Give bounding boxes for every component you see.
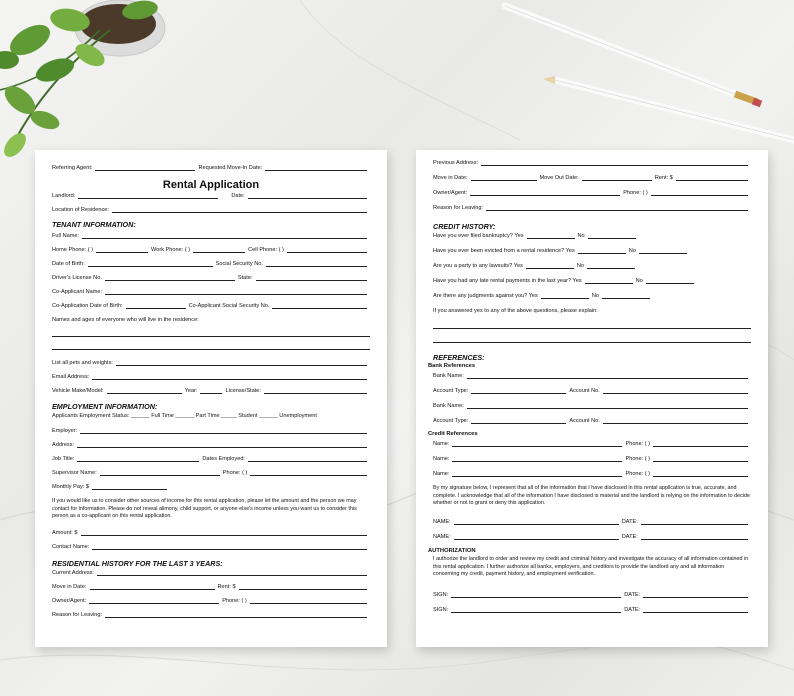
cell-phone-field[interactable] xyxy=(287,251,367,253)
owner-phone-field[interactable] xyxy=(250,602,367,604)
landlord-field[interactable] xyxy=(78,197,218,199)
q5-yes-field[interactable] xyxy=(541,297,589,299)
dob-row: Date of Birth: Social Security No. xyxy=(52,260,370,268)
rental-application-page-1 xyxy=(35,150,387,647)
bank-name-field-1[interactable] xyxy=(467,377,748,379)
page-title: Rental Application xyxy=(162,179,260,191)
employment-heading: EMPLOYMENT INFORMATION: xyxy=(52,402,158,411)
dates-employed-field[interactable] xyxy=(248,460,367,462)
credit-ref-name-1[interactable] xyxy=(452,445,622,447)
contact-name-field[interactable] xyxy=(92,548,367,550)
bank-name-row-2: Bank Name: xyxy=(433,402,751,410)
date-field-1[interactable] xyxy=(641,523,748,525)
full-name-row: Full Name: xyxy=(52,232,370,240)
account-type-field-2[interactable] xyxy=(471,422,566,424)
q1-yes-field[interactable] xyxy=(527,237,575,239)
bank-name-field-2[interactable] xyxy=(467,407,748,409)
reason-row: Reason for Leaving: xyxy=(52,611,370,619)
account-no-field-2[interactable] xyxy=(603,422,748,424)
account-no-field-1[interactable] xyxy=(603,392,748,394)
name-field-2[interactable] xyxy=(454,538,619,540)
account-type-field-1[interactable] xyxy=(471,392,566,394)
previous-address-row: Previous Address: xyxy=(433,159,751,167)
previous-address-field[interactable] xyxy=(481,164,748,166)
tenant-heading: TENANT INFORMATION: xyxy=(52,220,136,229)
prev-owner-row: Owner/Agent: Phone: ( ) xyxy=(433,189,751,197)
q1-no-field[interactable] xyxy=(588,237,636,239)
sign-date-field-1[interactable] xyxy=(643,596,748,598)
credit-q4-row: Have you had any late rental payments in the last year? Yes No xyxy=(433,277,751,285)
move-in-row: Move in Date: Rent: $ xyxy=(52,583,370,591)
amount-field[interactable] xyxy=(81,534,368,536)
prev-rent-field[interactable] xyxy=(676,179,748,181)
move-in-field[interactable] xyxy=(90,588,215,590)
current-address-row: Current Address: xyxy=(52,569,370,577)
location-field[interactable] xyxy=(112,211,367,213)
pencils-decoration xyxy=(495,0,794,150)
referring-agent-row: Referring Agent: Requested Move-In Date: xyxy=(52,164,370,172)
prev-reason-field[interactable] xyxy=(486,209,748,211)
license-state-field[interactable] xyxy=(264,392,367,394)
q3-yes-field[interactable] xyxy=(526,267,574,269)
co-name-row: Co-Applicant Name: xyxy=(52,288,370,296)
account-row-2: Account Type: Account No. xyxy=(433,417,751,425)
monthly-pay-field[interactable] xyxy=(92,488,167,490)
employer-field[interactable] xyxy=(80,432,367,434)
supervisor-row: Supervisor Name: Phone: ( ) xyxy=(52,469,370,477)
prev-owner-field[interactable] xyxy=(470,194,620,196)
income-paragraph: If you would like us to consider other sources of income for this rental application, please let the amount and the person we may contact for information. Please do not reveal alimony, child support, or anyone else's income unless you want us to consider this person as a co-applicant on this rental application. xyxy=(52,498,357,520)
rent-field[interactable] xyxy=(239,588,367,590)
q2-yes-field[interactable] xyxy=(578,252,626,254)
address-row: Address: xyxy=(52,441,370,449)
date-field-2[interactable] xyxy=(641,538,748,540)
q4-yes-field[interactable] xyxy=(585,282,633,284)
credit-ref-name-2[interactable] xyxy=(452,460,622,462)
credit-ref-name-3[interactable] xyxy=(452,475,622,477)
vehicle-field[interactable] xyxy=(107,392,182,394)
work-phone-field[interactable] xyxy=(193,251,245,253)
names-ages-row: Names and ages of everyone who will live in the residence: xyxy=(52,317,199,324)
q3-no-field[interactable] xyxy=(587,267,635,269)
state-field[interactable] xyxy=(256,279,368,281)
credit-ref-row-3: Name: Phone: ( ) xyxy=(433,470,751,478)
landlord-row: Landlord: Date: xyxy=(52,192,370,200)
names-ages-line-1[interactable] xyxy=(52,336,370,337)
sign-field-2[interactable] xyxy=(451,611,621,613)
move-in-date-field[interactable] xyxy=(265,169,367,171)
location-row: Location of Residence: xyxy=(52,206,370,214)
authorization-paragraph: I authorize the landlord to order and review my credit and criminal history and investigate the accuracy of all information contained in this rental application. I further authorize all banks, employers, and creditors to provide the landlord any and all information concerning my credit, payment history, and employment verification. xyxy=(433,556,749,578)
references-heading: REFERENCES: xyxy=(433,353,485,362)
address-field[interactable] xyxy=(77,446,367,448)
supervisor-field[interactable] xyxy=(100,474,220,476)
prev-move-out-field[interactable] xyxy=(582,179,652,181)
full-name-field[interactable] xyxy=(82,237,367,239)
home-phone-field[interactable] xyxy=(96,251,148,253)
credit-ref-phone-2[interactable] xyxy=(653,460,748,462)
credit-ref-phone-3[interactable] xyxy=(653,475,748,477)
year-field[interactable] xyxy=(200,392,222,394)
explain-line-2[interactable] xyxy=(433,342,751,343)
sign-date-field-2[interactable] xyxy=(643,611,748,613)
name-date-row-1: NAME: DATE: xyxy=(433,518,751,526)
amount-row: Amount: $ xyxy=(52,529,370,537)
q4-no-field[interactable] xyxy=(646,282,694,284)
date-field[interactable] xyxy=(248,197,367,199)
authorization-heading: AUTHORIZATION xyxy=(428,548,476,554)
credit-q5-row: Are there any judgments against you? Yes No xyxy=(433,292,751,300)
explain-row: If you answered yes to any of the above questions, please explain: xyxy=(433,308,598,315)
name-field-1[interactable] xyxy=(454,523,619,525)
prev-move-in-field[interactable] xyxy=(471,179,537,181)
move-dates-row: Move in Date: Move Out Date: Rent: $ xyxy=(433,174,751,182)
job-title-field[interactable] xyxy=(77,460,199,462)
credit-references-label: Credit References xyxy=(428,431,478,437)
sign-date-row-1: SIGN: DATE: xyxy=(433,591,751,599)
employment-status-row: Applicants Employment Status: ______ Full Time ______ Part Time _____ Student ______ Unemployment xyxy=(52,413,317,420)
q5-no-field[interactable] xyxy=(602,297,650,299)
phone-row: Home Phone: ( ) Work Phone: ( ) Cell Phone: ( ) xyxy=(52,246,370,254)
pets-field[interactable] xyxy=(116,364,367,366)
names-ages-line-2[interactable] xyxy=(52,349,370,350)
employer-row: Employer: xyxy=(52,427,370,435)
current-address-field[interactable] xyxy=(97,574,367,576)
credit-q3-row: Are you a party to any lawsuits? Yes No xyxy=(433,262,751,270)
sign-date-row-2: SIGN: DATE: xyxy=(433,606,751,614)
owner-agent-field[interactable] xyxy=(89,602,219,604)
prev-phone-field[interactable] xyxy=(651,194,748,196)
monthly-pay-row: Monthly Pay: $ xyxy=(52,483,370,491)
owner-agent-row: Owner/Agent: Phone: ( ) xyxy=(52,597,370,605)
referring-agent-field[interactable] xyxy=(95,169,195,171)
email-row: Email Address: xyxy=(52,373,370,381)
co-ssn-field[interactable] xyxy=(272,307,367,309)
credit-ref-row-1: Name: Phone: ( ) xyxy=(433,440,751,448)
signature-paragraph: By my signature below, I represent that all of the information that I have disclosed in this rental application is true, accurate, and complete. I acknowledge that all of the information I have disclosed is material and the landlord is relying on the information to decide whether or not to grant or deny this application. xyxy=(433,485,751,507)
rental-application-page-2 xyxy=(416,150,768,647)
contact-name-row: Contact Name: xyxy=(52,543,370,551)
credit-q1-row: Have you ever filed bankruptcy? Yes No xyxy=(433,232,751,240)
co-name-field[interactable] xyxy=(105,293,367,295)
explain-line-1[interactable] xyxy=(433,328,751,329)
bank-references-label: Bank References xyxy=(428,363,476,369)
co-dob-field[interactable] xyxy=(126,307,186,309)
license-field[interactable] xyxy=(105,279,235,281)
ssn-field[interactable] xyxy=(266,265,367,267)
credit-ref-row-2: Name: Phone: ( ) xyxy=(433,455,751,463)
credit-ref-phone-1[interactable] xyxy=(653,445,748,447)
email-field[interactable] xyxy=(92,378,367,380)
reason-field[interactable] xyxy=(105,616,367,618)
name-date-row-2: NAME: DATE: xyxy=(433,533,751,541)
prev-reason-row: Reason for Leaving: xyxy=(433,204,751,212)
credit-heading: CREDIT HISTORY: xyxy=(433,222,496,231)
plant-decoration xyxy=(0,0,210,170)
job-title-row: Job Title: Dates Employed: xyxy=(52,455,370,463)
co-dob-row: Co-Application Date of Birth: Co-Applicant Social Security No. xyxy=(52,302,370,310)
dob-field[interactable] xyxy=(88,265,213,267)
license-row: Driver's License No. State: xyxy=(52,274,370,282)
q2-no-field[interactable] xyxy=(639,252,687,254)
account-row-1: Account Type: Account No. xyxy=(433,387,751,395)
sign-field-1[interactable] xyxy=(451,596,621,598)
pets-row: List all pets and weights: xyxy=(52,359,370,367)
supervisor-phone-field[interactable] xyxy=(250,474,367,476)
residential-heading: RESIDENTIAL HISTORY FOR THE LAST 3 YEARS: xyxy=(52,559,223,568)
bank-name-row-1: Bank Name: xyxy=(433,372,751,380)
vehicle-row: Vehicle Make/Model: Year: License/State: xyxy=(52,387,370,395)
credit-q2-row: Have you ever been evicted from a rental residence? Yes No xyxy=(433,247,751,255)
